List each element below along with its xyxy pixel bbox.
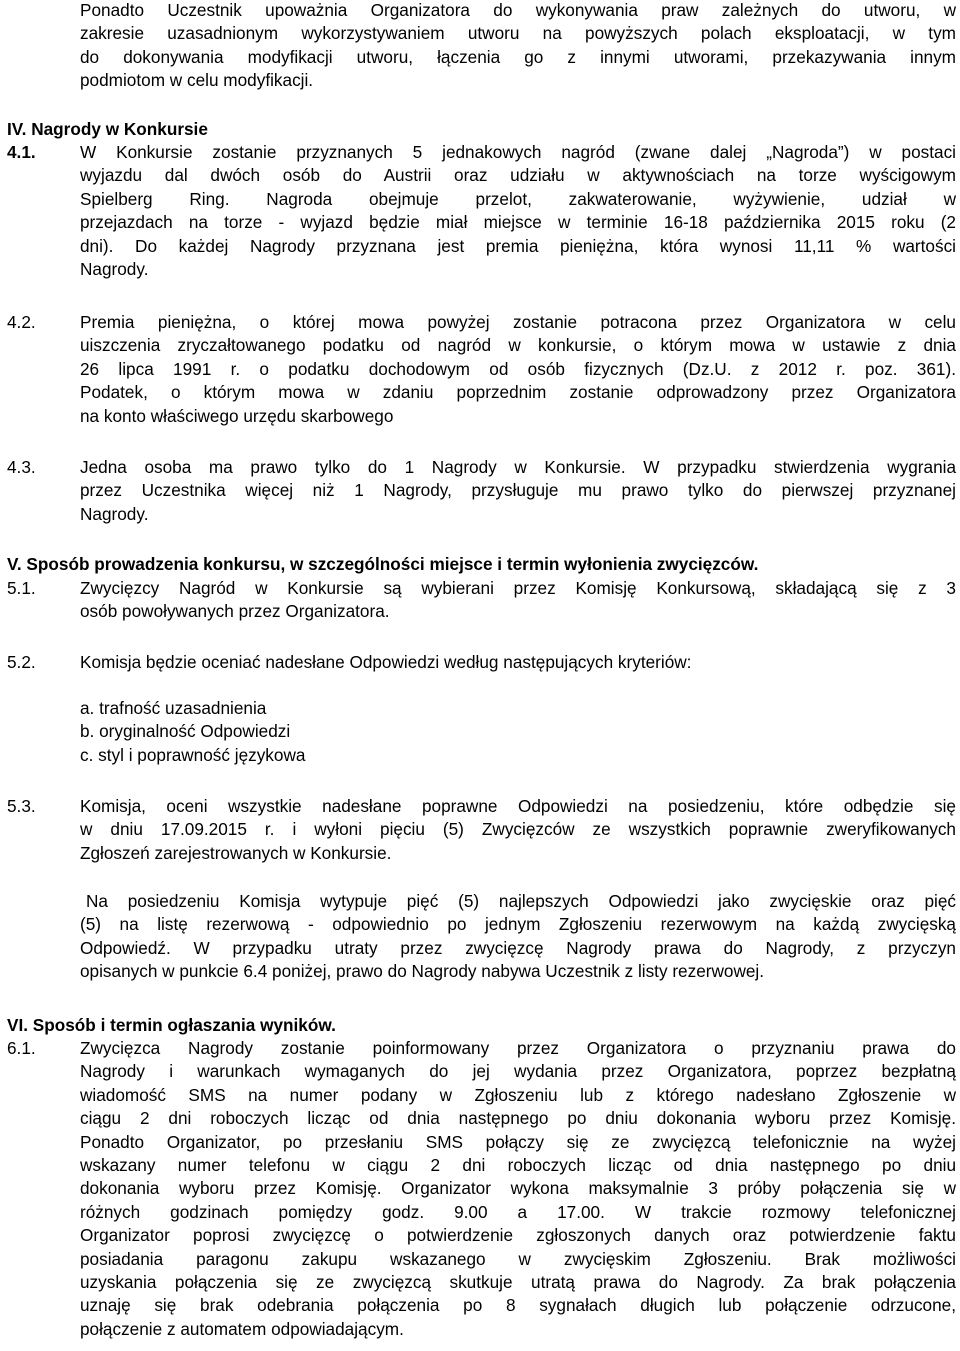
section-heading-v: V. Sposób prowadzenia konkursu, w szczególności miejsce i termin wyłonienia zwycięzców. (7, 554, 759, 574)
text-line: Nagrody. (80, 503, 149, 524)
text-line: przez Uczestnika więcej niż 1 Nagrody, przysługuje mu prawo tylko do pierwszej przyznanej (80, 480, 956, 501)
paragraph-number: 4.2. (7, 312, 36, 332)
paragraph-4-1 (80, 141, 956, 281)
text-line: (5) na listę rezerwową - odpowiednio po jednym Zgłoszeniu rezerwowym na każdą zwycięską (80, 914, 956, 935)
paragraph-number: 4.1. (7, 142, 36, 162)
text-line: uznaję się brak odebrania połączenia po 8 sygnałach długich lub połączenie odrzucone, (80, 1295, 956, 1316)
text-line: wskazany numer telefonu w ciągu 2 dni roboczych licząc od dnia następnego po dniu (80, 1155, 956, 1176)
paragraph-5-2 (80, 651, 956, 674)
text-line: Organizator poprosi zwycięzcę o potwierdzenie zgłoszonych danych oraz potwierdzenie faktu (80, 1225, 956, 1246)
text-line: Premia pieniężna, o której mowa powyżej zostanie potracona przez Organizatora w celu (80, 312, 956, 332)
text-line: osób powoływanych przez Organizatora. (80, 601, 390, 622)
paragraph-5-3-continued (80, 890, 956, 984)
text-line: uzyskania połączenia się ze zwycięzcą skutkuje utratą prawa do Nagrody. Za brak połączenia (80, 1272, 956, 1293)
paragraph-number: 6.1. (7, 1038, 36, 1058)
text-line: Nagrody. (80, 259, 149, 280)
text-line: Odpowiedź. W przypadku utraty przez zwycięzcę Nagrody prawa do Nagrody, z przyczyn (80, 937, 956, 958)
text-line: W Konkursie zostanie przyznanych 5 jednakowych nagród (zwane dalej „Nagroda”) w postaci (80, 142, 956, 162)
text-line: podmiotom w celu modyfikacji. (80, 70, 314, 91)
text-line: posiadania paragonu zakupu wskazanego w zwycięskim Zgłoszeniu. Brak możliwości (80, 1248, 956, 1269)
text-line: Ponadto Uczestnik upoważnia Organizatora do wykonywania praw zależnych do utworu, w (80, 0, 956, 20)
text-line: Nagrody i warunkach wymaganych do jej wydania przez Organizatora, poprzez bezpłatną (80, 1061, 956, 1082)
text-line: zakresie uzasadnionym wykorzystywaniem utworu na powyższych polach eksploatacji, w tym (80, 23, 956, 44)
text-line: Zwycięzca Nagrody zostanie poinformowany przez Organizatora o przyznaniu prawa do (80, 1038, 956, 1058)
paragraph-5-1 (80, 577, 956, 624)
paragraph-number: 5.2. (7, 652, 36, 672)
paragraph-4-3 (80, 456, 956, 526)
text-line: różnych godzinach pomiędzy godz. 9.00 a 17.00. W trakcie rozmowy telefonicznej (80, 1201, 956, 1222)
intro-paragraph (80, 0, 956, 93)
list-item: c. styl i poprawność językowa (80, 744, 306, 765)
paragraph-5-3 (80, 795, 956, 865)
text-line: Na posiedzeniu Komisja wytypuje pięć (5) najlepszych Odpowiedzi jako zwycięskie oraz pięć (86, 891, 956, 911)
text-line: Jedna osoba ma prawo tylko do 1 Nagrody w Konkursie. W przypadku stwierdzenia wygrania (80, 457, 956, 477)
list-item: a. trafność uzasadnienia (80, 698, 267, 718)
text-line: wiadomość SMS na numer podany w Zgłoszeniu lub z którego nadesłano Zgłoszenie w (80, 1084, 956, 1105)
text-line: połączenie z automatem odpowiadającym. (80, 1318, 404, 1339)
text-line: w dniu 17.09.2015 r. i wyłoni pięciu (5) Zwycięzców ze wszystkich poprawnie zweryfikowanych (80, 819, 956, 840)
paragraph-number: 5.1. (7, 578, 36, 598)
text-line: na konto właściwego urzędu skarbowego (80, 405, 394, 426)
text-line: dokonania wyboru przez Komisję. Organizator wykona maksymalnie 3 próby połączenia się w (80, 1178, 956, 1199)
text-line: ciągu 2 dni roboczych licząc od dnia następnego po dniu dokonania wyboru przez Komisję. (80, 1108, 956, 1129)
text-line: dni). Do każdej Nagrody przyznana jest premia pieniężna, która wynosi 11,11 % wartości (80, 235, 956, 256)
section-heading-iv: IV. Nagrody w Konkursie (7, 119, 208, 139)
text-line: Zgłoszeń zarejestrowanych w Konkursie. (80, 842, 392, 863)
text-line: uiszczenia zryczałtowanego podatku od nagród w konkursie, o którym mowa w ustawie z dnia (80, 335, 956, 356)
text-line: do dokonywania modyfikacji utworu, łączenia go z innymi utworami, przekazywania innym (80, 46, 956, 67)
text-line: Komisja będzie oceniać nadesłane Odpowiedzi według następujących kryteriów: (80, 652, 692, 672)
paragraph-4-2 (80, 311, 956, 428)
text-line: opisanych w punkcie 6.4 poniżej, prawo do Nagrody nabywa Uczestnik z listy rezerwowej. (80, 961, 765, 982)
paragraph-6-1 (80, 1037, 956, 1341)
text-line: 26 lipca 1991 r. o podatku dochodowym od osób fizycznych (Dz.U. z 2012 r. poz. 361). (80, 358, 956, 379)
text-line: Zwycięzcy Nagród w Konkursie są wybierani przez Komisję Konkursową, składającą się z 3 (80, 578, 956, 598)
section-heading-vi: VI. Sposób i termin ogłaszania wyników. (7, 1015, 336, 1035)
criteria-list (80, 697, 305, 767)
text-line: Ponadto Organizator, po przesłaniu SMS połączy się ze zwycięzcą telefonicznie na wyżej (80, 1131, 956, 1152)
paragraph-number: 5.3. (7, 796, 36, 816)
text-line: Podatek, o którym mowa w zdaniu poprzednim zostanie odprowadzony przez Organizatora (80, 382, 956, 403)
paragraph-number: 4.3. (7, 457, 36, 477)
text-line: wyjazdu dal dwóch osób do Austrii oraz udziału w aktywnościach na torze wyścigowym (80, 165, 956, 186)
text-line: Spielberg Ring. Nagroda obejmuje przelot, zakwaterowanie, wyżywienie, udział w (80, 188, 956, 209)
text-line: przejazdach na torze - wyjazd będzie miał miejsce w terminie 16-18 października 2015 roku (2 (80, 212, 956, 233)
text-line: Komisja, oceni wszystkie nadesłane poprawne Odpowiedzi na posiedzeniu, które odbędzie się (80, 796, 956, 816)
list-item: b. oryginalność Odpowiedzi (80, 721, 291, 742)
